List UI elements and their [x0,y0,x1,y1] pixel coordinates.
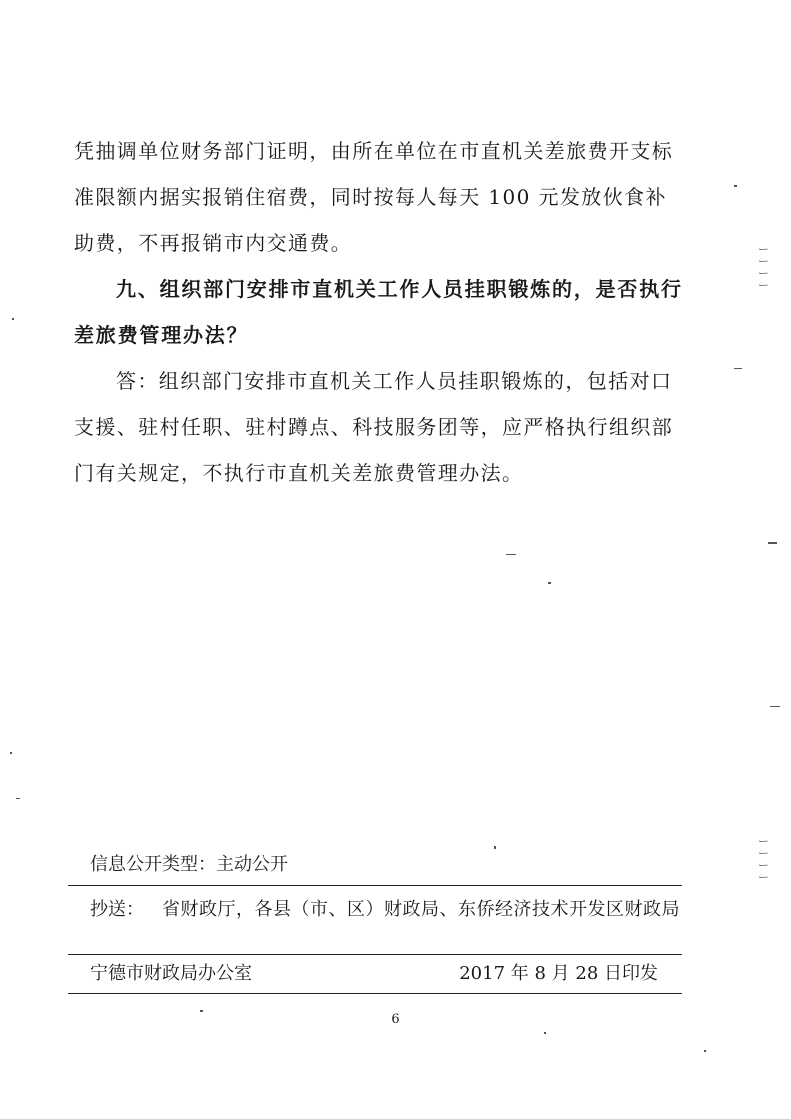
scan-speck [200,1010,203,1012]
scan-speck [16,798,20,799]
disclosure-type: 信息公开类型：主动公开 [90,854,288,875]
issuer-name: 宁德市财政局办公室 [90,963,252,984]
scan-speck [544,1032,546,1034]
issuer-row [68,955,682,993]
document-footer [68,845,682,994]
scan-speck [734,185,737,187]
scan-speck [768,542,777,544]
scan-speck [12,318,14,320]
issue-date: 2017 年 8 月 28 日印发 [459,963,658,984]
scan-edge-mark: ー ー ー ー [758,835,769,884]
scan-speck [548,582,551,584]
scan-speck [494,846,496,849]
cc-recipients: 省财政厅，各县（市、区）财政局、东侨经济技术开发区财政局 [162,899,680,920]
page-number: 6 [391,1012,400,1027]
scan-speck [770,706,780,707]
paragraph-continued: 凭抽调单位财务部门证明，由所在单位在市直机关差旅费开支标准限额内据实报销住宿费，同时按每人每天 100 元发放伙食补助费，不再报销市内交通费。 [74,139,674,255]
scan-speck [704,1050,706,1052]
scan-edge-mark: ー ー ー ー [758,243,769,292]
scan-speck [506,554,516,555]
answer-paragraph: 答：组织部门安排市直机关工作人员挂职锻炼的，包括对口支援、驻村任职、驻村蹲点、科技服务团等，应严格执行组织部门有关规定，不执行市直机关差旅费管理办法。 [74,369,674,485]
cc-row [68,886,682,954]
cc-label: 抄送： [90,899,144,920]
scan-speck [10,752,12,754]
document-body [74,128,686,496]
footer-rule-bottom [68,993,682,994]
question-heading: 九、组织部门安排市直机关工作人员挂职锻炼的，是否执行差旅费管理办法？ [74,277,683,347]
scan-speck [734,368,742,369]
